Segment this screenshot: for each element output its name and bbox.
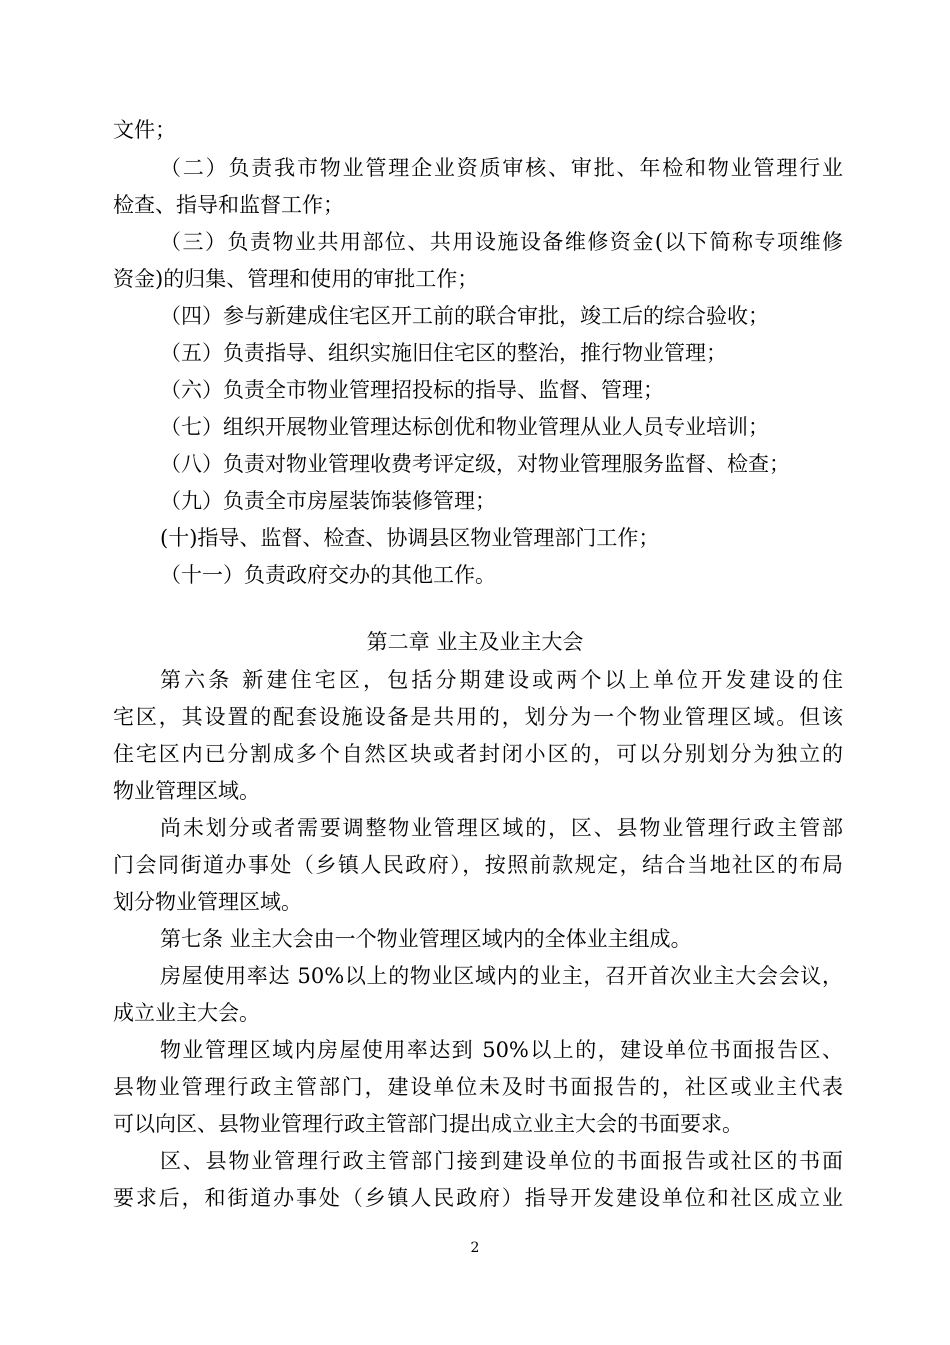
text-line: 资金)的归集、管理和使用的审批工作； xyxy=(113,267,479,291)
text-line: （六）负责全市物业管理招投标的指导、监督、管理； xyxy=(160,378,664,402)
text-line: （八）负责对物业管理收费考评定级，对物业管理服务监督、检查； xyxy=(160,452,790,476)
text-line: （五）负责指导、组织实施旧住宅区的整治，推行物业管理； xyxy=(160,341,727,365)
text-line: 区、县物业管理行政主管部门接到建设单位的书面报告或社区的书面 xyxy=(160,1149,843,1173)
text-line: 房屋使用率达 50%以上的物业区域内的业主，召开首次业主大会会议， xyxy=(160,964,843,988)
text-line: 检查、指导和监督工作； xyxy=(113,193,344,217)
article-7-heading: 第七条 业主大会由一个物业管理区域内的全体业主组成。 xyxy=(160,927,692,951)
article-6-heading: 第六条 新建住宅区，包括分期建设或两个以上单位开发建设的住 xyxy=(160,668,843,692)
text-line: (十)指导、监督、检查、协调县区物业管理部门工作； xyxy=(160,526,660,550)
text-line: 文件； xyxy=(113,118,176,142)
text-line: 要求后，和街道办事处（乡镇人民政府）指导开发建设单位和社区成立业 xyxy=(113,1186,843,1210)
text-line: （二）负责我市物业管理企业资质审核、审批、年检和物业管理行业 xyxy=(160,156,843,180)
text-line: （九）负责全市房屋装饰装修管理； xyxy=(160,489,496,513)
text-line: 成立业主大会。 xyxy=(113,1001,260,1025)
text-line: （十一）负责政府交办的其他工作。 xyxy=(160,563,496,587)
text-line: 尚未划分或者需要调整物业管理区域的，区、县物业管理行政主管部 xyxy=(160,816,843,840)
text-line: 县物业管理行政主管部门，建设单位未及时书面报告的，社区或业主代表 xyxy=(113,1075,843,1099)
text-line: 宅区，其设置的配套设施设备是共用的，划分为一个物业管理区域。但该 xyxy=(113,705,843,729)
page-number: 2 xyxy=(470,1240,480,1256)
chapter-heading: 第二章 业主及业主大会 xyxy=(366,630,584,654)
text-line: （三）负责物业共用部位、共用设施设备维修资金(以下简称专项维修 xyxy=(160,230,843,254)
text-line: 物业管理区域内房屋使用率达到 50%以上的，建设单位书面报告区、 xyxy=(160,1038,843,1062)
text-line: 物业管理区域。 xyxy=(113,779,260,803)
text-line: 住宅区内已分割成多个自然区块或者封闭小区的，可以分别划分为独立的 xyxy=(113,742,843,766)
text-line: 门会同街道办事处（乡镇人民政府），按照前款规定，结合当地社区的布局 xyxy=(113,853,843,877)
text-line: （七）组织开展物业管理达标创优和物业管理从业人员专业培训； xyxy=(160,415,769,439)
text-line: （四）参与新建成住宅区开工前的联合审批，竣工后的综合验收； xyxy=(160,304,769,328)
text-line: 划分物业管理区域。 xyxy=(113,890,302,914)
text-line: 可以向区、县物业管理行政主管部门提出成立业主大会的书面要求。 xyxy=(113,1112,743,1136)
